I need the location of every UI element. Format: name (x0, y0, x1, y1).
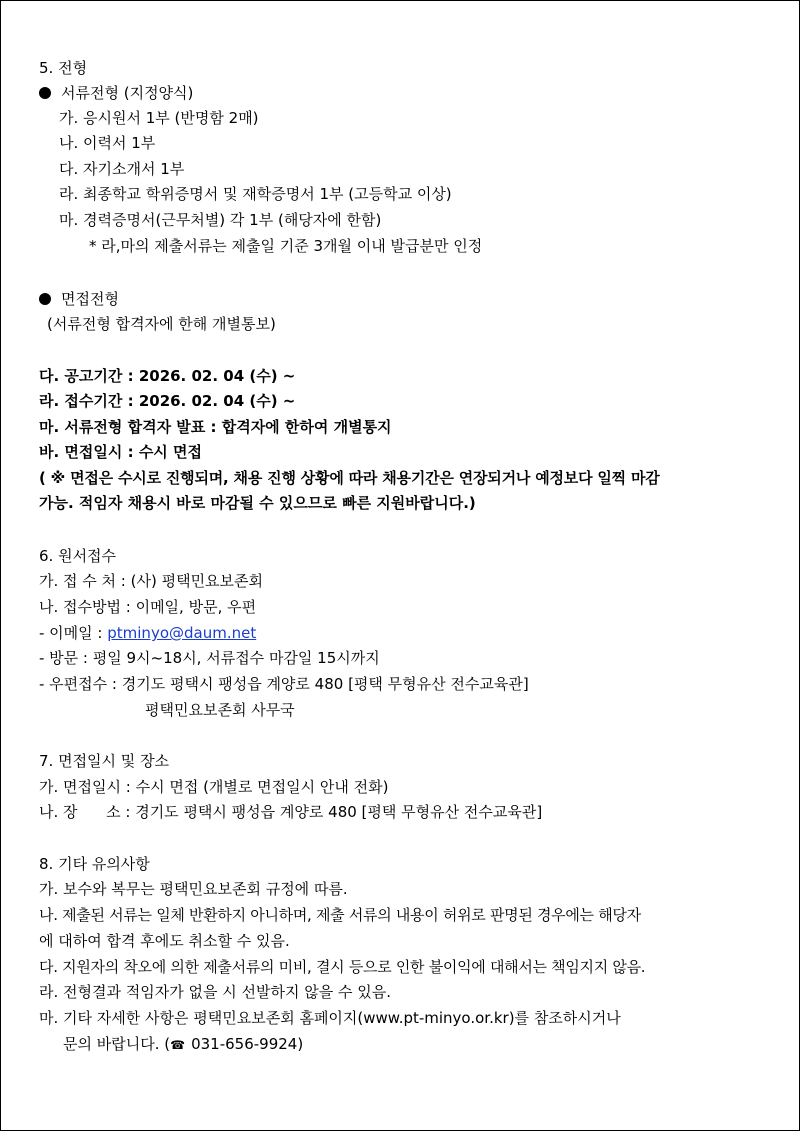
email-link[interactable]: ptminyo@daum.net (107, 624, 257, 642)
note-item-3: 다. 지원자의 착오에 의한 제출서류의 미비, 결시 등으로 인한 불이익에 대해서는 책임지지 않음. (39, 958, 646, 976)
receive-period: 라. 접수기간 : 2026. 02. 04 (수) ~ (39, 392, 296, 410)
doc-item-5: 마. 경력증명서(근무처별) 각 1부 (해당자에 한함) (59, 211, 382, 229)
note-item-4: 라. 전형결과 적임자가 없을 시 선발하지 않을 수 있음. (39, 983, 391, 1001)
note-item-2-line-2: 에 대하여 합격 후에도 취소할 수 있음. (39, 932, 290, 950)
telephone-icon: ☎ (170, 1038, 186, 1052)
doc-item-4: 라. 최종학교 학위증명서 및 재학증명서 1부 (고등학교 이상) (59, 185, 452, 203)
document-screening-label: 서류전형 (지정양식) (61, 84, 194, 102)
section-5-title: 5. 전형 (39, 59, 88, 77)
email-row (39, 623, 256, 643)
interview-date: 바. 면접일시 : 수시 면접 (39, 443, 202, 461)
note-item-5-line-2 (63, 1034, 303, 1055)
document-screening-heading (39, 83, 193, 103)
post-address-line-1: - 우편접수 : 경기도 평택시 팽성읍 계양로 480 [평택 무형유산 전수교육관] (39, 675, 529, 693)
doc-item-3: 다. 자기소개서 1부 (59, 160, 185, 178)
section-7-title: 7. 면접일시 및 장소 (39, 752, 170, 770)
bullet-icon (39, 293, 51, 305)
application-method: 나. 접수방법 : 이메일, 방문, 우편 (39, 598, 257, 616)
visit-info: - 방문 : 평일 9시~18시, 서류접수 마감일 15시까지 (39, 649, 380, 667)
section-8-title: 8. 기타 유의사항 (39, 855, 150, 873)
doc-item-2: 나. 이력서 1부 (59, 134, 156, 152)
document-result: 마. 서류전형 합격자 발표 : 합격자에 한하여 개별통지 (39, 418, 392, 436)
interview-note: (서류전형 합격자에 한해 개별통보) (47, 315, 276, 333)
interview-schedule: 가. 면접일시 : 수시 면접 (개별로 면접일시 안내 전화) (39, 778, 389, 796)
note-item-5-line-1: 마. 기타 자세한 사항은 평택민요보존회 홈페이지(www.pt-minyo.or.kr)를 참조하시거나 (39, 1009, 621, 1027)
note-item-1: 가. 보수와 복무는 평택민요보존회 규정에 따름. (39, 880, 348, 898)
inquiry-text: 문의 바랍니다. ( (63, 1035, 171, 1053)
announce-period: 다. 공고기간 : 2026. 02. 04 (수) ~ (39, 367, 296, 385)
section-6-title: 6. 원서접수 (39, 547, 117, 565)
interview-screening-heading (39, 289, 119, 309)
phone-number: 031-656-9924) (191, 1035, 304, 1053)
note-item-2-line-1: 나. 제출된 서류는 일체 반환하지 아니하며, 제출 서류의 내용이 허위로 판명된 경우에는 해당자 (39, 906, 641, 924)
post-address-line-2: 평택민요보존회 사무국 (145, 701, 295, 719)
notice-line-2: 가능. 적임자 채용시 바로 마감될 수 있으므로 빠른 지원바랍니다.) (39, 494, 476, 512)
application-place: 가. 접 수 처 : (사) 평택민요보존회 (39, 572, 264, 590)
notice-line-1: ( ※ 면접은 수시로 진행되며, 채용 진행 상황에 따라 채용기간은 연장되거나 예정보다 일찍 마감 (39, 469, 660, 487)
interview-place: 나. 장 소 : 경기도 평택시 팽성읍 계양로 480 [평택 무형유산 전수교육관] (39, 803, 543, 821)
doc-note: * 라,마의 제출서류는 제출일 기준 3개월 이내 발급분만 인정 (89, 237, 483, 255)
bullet-icon (39, 87, 51, 99)
doc-item-1: 가. 응시원서 1부 (반명함 2매) (59, 109, 259, 127)
email-label: - 이메일 : (39, 624, 108, 642)
interview-screening-label: 면접전형 (61, 290, 119, 308)
